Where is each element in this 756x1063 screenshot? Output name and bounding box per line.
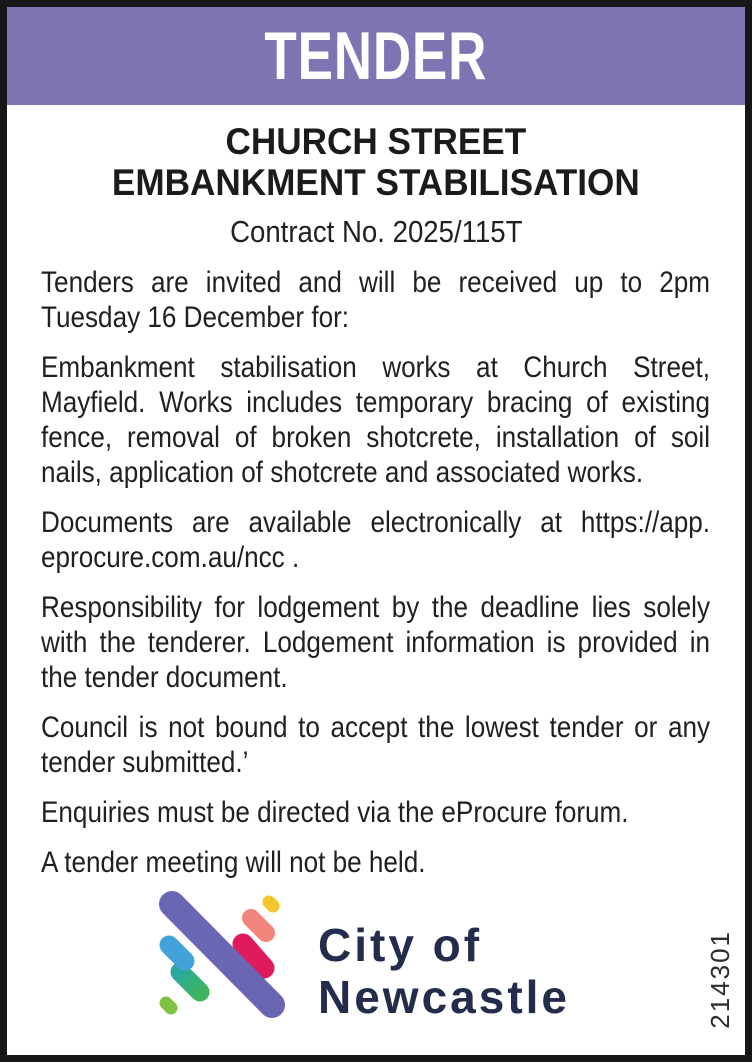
notice-body-text <box>41 265 710 880</box>
city-of-newcastle-logo-icon <box>150 889 310 1029</box>
title-line-2: EMBANKMENT STABILISATION <box>112 162 640 203</box>
notice-paragraph: Tenders are invited and will be received up to 2pm Tuesday 16 December for: <box>41 266 711 334</box>
banner-title: TENDER <box>264 18 488 94</box>
contract-number: Contract No. 2025/115T <box>229 214 523 249</box>
logo-yellow-dot <box>269 902 273 906</box>
notice-title-lines <box>112 121 640 203</box>
notice-paragraph: A tender meeting will not be held. <box>41 846 426 879</box>
notice-body <box>41 265 715 880</box>
logo-teal-green-pill <box>180 972 200 992</box>
logo-salmon-pill <box>251 918 266 933</box>
notice-paragraph: Council is not bound to accept the lowest tender or any tender submitted.’ <box>41 711 711 779</box>
wordmark-line-2: Newcastle <box>318 971 571 1023</box>
notice-paragraph: Documents are available electronically at https://app.​eprocure.com.au/ncc . <box>41 506 711 574</box>
notice-paragraph: Enquiries must be directed via the eProcure forum. <box>41 796 629 829</box>
title-line-1: CHURCH STREET <box>225 121 527 162</box>
notice-paragraph: Embankment stabilisation works at Church Street, Mayfield. Works includes temporary bracing of existing fence, removal of broken shotcrete, installation of soil nails, application of shotcrete and associated works. <box>41 351 711 489</box>
contract-number-row <box>7 215 745 249</box>
tender-banner <box>7 7 745 105</box>
notice-title <box>7 121 745 203</box>
wordmark-line-1: City of <box>318 919 483 971</box>
notice-paragraph: Responsibility for lodgement by the deadline lies solely with the tenderer. Lodgement information is provided in the tender document. <box>41 591 711 694</box>
logo-blue-pill <box>169 945 185 961</box>
reference-number: 214301 <box>705 930 735 1029</box>
logo-wordmark <box>318 919 570 1023</box>
logo-lime-dot <box>166 1003 171 1008</box>
